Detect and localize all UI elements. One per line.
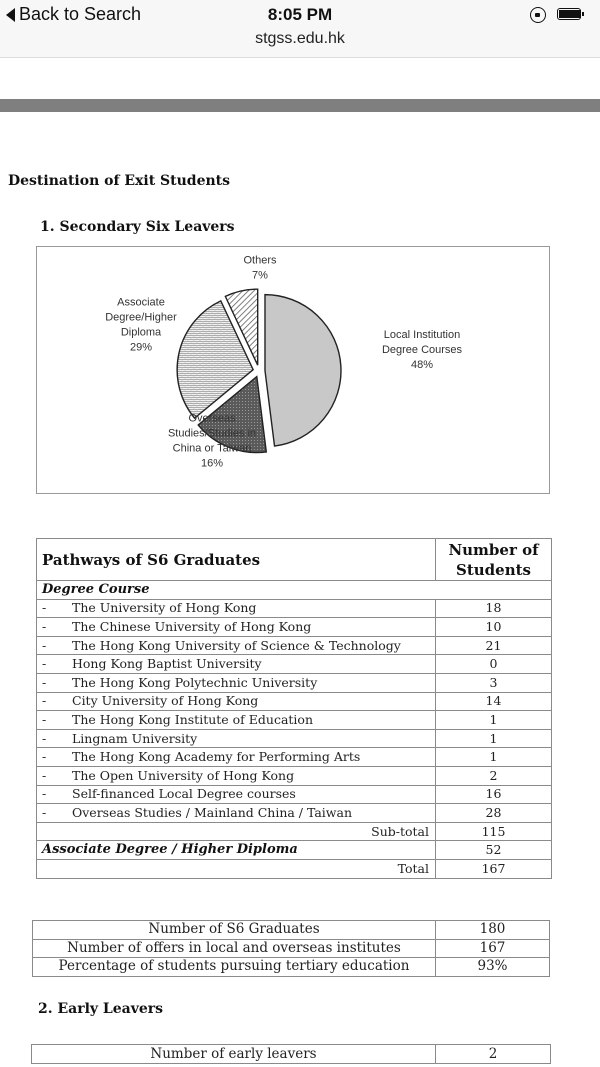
table-row bbox=[37, 692, 552, 711]
pie-label-text: Studies/Studies in bbox=[167, 427, 257, 440]
institution-name: Hong Kong Baptist University bbox=[72, 656, 262, 672]
institution-entry bbox=[42, 693, 435, 709]
institution-name: The Open University of Hong Kong bbox=[72, 767, 295, 783]
table-row bbox=[37, 729, 552, 748]
institution-name: Overseas Studies / Mainland China / Taiwan bbox=[72, 804, 353, 820]
summary-value: 167 bbox=[436, 939, 550, 958]
summary-value: 93% bbox=[436, 958, 550, 977]
back-to-search-label: Back to Search bbox=[19, 4, 142, 24]
rotation-lock-icon bbox=[530, 7, 546, 23]
institution-cell bbox=[37, 673, 436, 692]
institution-name: The Hong Kong Academy for Performing Arts bbox=[72, 749, 361, 765]
institution-cell bbox=[37, 655, 436, 674]
institution-entry bbox=[42, 600, 435, 616]
student-count: 0 bbox=[436, 655, 552, 674]
institution-name: The Hong Kong Institute of Education bbox=[72, 711, 314, 727]
institution-cell bbox=[37, 729, 436, 748]
dash-bullet: - bbox=[42, 618, 47, 634]
institution-cell bbox=[37, 785, 436, 804]
student-count: 28 bbox=[436, 804, 552, 823]
dash-bullet: - bbox=[42, 804, 47, 820]
section-title-early-leavers: 2. Early Leavers bbox=[38, 1001, 164, 1017]
summary-table bbox=[32, 920, 550, 977]
institution-name: Self-financed Local Degree courses bbox=[72, 786, 296, 802]
institution-name: The Hong Kong University of Science & Technology bbox=[72, 637, 401, 653]
institution-cell bbox=[37, 599, 436, 618]
student-count: 3 bbox=[436, 673, 552, 692]
table-row bbox=[37, 785, 552, 804]
page-title: Destination of Exit Students bbox=[8, 173, 231, 189]
student-count: 1 bbox=[436, 748, 552, 767]
dash-bullet: - bbox=[42, 693, 47, 709]
institution-name: Lingnam University bbox=[72, 730, 198, 746]
table-row bbox=[37, 804, 552, 823]
institution-name: The Chinese University of Hong Kong bbox=[72, 618, 312, 634]
pie-label bbox=[382, 329, 463, 371]
subtotal-label: Sub-total bbox=[37, 822, 436, 841]
table-row bbox=[37, 636, 552, 655]
institution-name: The Hong Kong Polytechnic University bbox=[72, 674, 318, 690]
institution-cell bbox=[37, 711, 436, 730]
institution-entry bbox=[42, 675, 435, 691]
dash-bullet: - bbox=[42, 749, 47, 765]
pie-label-text: Local Institution bbox=[383, 329, 461, 341]
address-bar-url[interactable]: stgss.edu.hk bbox=[255, 30, 345, 47]
dash-bullet: - bbox=[42, 711, 47, 727]
early-leavers-row bbox=[32, 1045, 551, 1064]
battery-level bbox=[559, 10, 581, 18]
early-leavers-label: Number of early leavers bbox=[32, 1045, 436, 1064]
dash-bullet: - bbox=[42, 730, 47, 746]
summary-row bbox=[33, 958, 550, 977]
subtotal-row bbox=[37, 822, 552, 841]
total-row bbox=[37, 859, 552, 878]
student-count: 2 bbox=[436, 766, 552, 785]
pathways-table bbox=[36, 538, 552, 879]
browser-status-bar bbox=[0, 0, 600, 58]
institution-entry bbox=[42, 712, 435, 728]
header-line-1: Number of bbox=[448, 540, 539, 559]
dash-bullet: - bbox=[42, 600, 47, 616]
summary-value: 180 bbox=[436, 921, 550, 940]
student-count: 21 bbox=[436, 636, 552, 655]
institution-entry bbox=[42, 656, 435, 672]
summary-row bbox=[33, 939, 550, 958]
summary-label: Percentage of students pursuing tertiary education bbox=[33, 958, 436, 977]
table-row bbox=[37, 618, 552, 637]
pie-label bbox=[105, 297, 177, 354]
pie-chart-svg bbox=[37, 247, 551, 495]
institution-cell bbox=[37, 766, 436, 785]
student-count: 16 bbox=[436, 785, 552, 804]
number-of-students-header bbox=[436, 539, 552, 581]
battery-icon bbox=[557, 8, 581, 20]
early-leavers-table bbox=[31, 1044, 551, 1064]
pie-label-percent: 7% bbox=[252, 269, 268, 282]
table-row bbox=[37, 748, 552, 767]
subtotal-value: 115 bbox=[436, 822, 552, 841]
institution-name: City University of Hong Kong bbox=[72, 693, 259, 709]
student-count: 14 bbox=[436, 692, 552, 711]
pie-label-percent: 48% bbox=[410, 359, 434, 371]
early-leavers-value: 2 bbox=[436, 1045, 551, 1064]
pie-label-text: Diploma bbox=[120, 326, 162, 339]
degree-course-section-label: Degree Course bbox=[37, 581, 552, 600]
pie-label-text: China or Taiwan bbox=[172, 442, 252, 455]
section-title-s6-leavers: 1. Secondary Six Leavers bbox=[40, 219, 235, 235]
institution-name: The University of Hong Kong bbox=[72, 600, 257, 616]
section-row-degree bbox=[37, 581, 552, 600]
institution-cell bbox=[37, 636, 436, 655]
pie-chart bbox=[36, 246, 550, 494]
institution-entry bbox=[42, 619, 435, 635]
associate-degree-label: Associate Degree / Higher Diploma bbox=[37, 841, 436, 860]
total-label: Total bbox=[37, 859, 436, 878]
dash-bullet: - bbox=[42, 767, 47, 783]
pie-label-percent: 29% bbox=[129, 341, 153, 354]
pathways-header-title: Pathways of S6 Graduates bbox=[37, 539, 436, 581]
summary-label: Number of offers in local and overseas institutes bbox=[33, 939, 436, 958]
institution-cell bbox=[37, 804, 436, 823]
dash-bullet: - bbox=[42, 786, 47, 802]
page-header-bar bbox=[0, 99, 600, 112]
table-row bbox=[37, 655, 552, 674]
total-value: 167 bbox=[436, 859, 552, 878]
table-row bbox=[37, 673, 552, 692]
table-row bbox=[37, 766, 552, 785]
pie-label-text: Overseas bbox=[188, 412, 236, 425]
dash-bullet: - bbox=[42, 674, 47, 690]
institution-cell bbox=[37, 748, 436, 767]
student-count: 1 bbox=[436, 711, 552, 730]
institution-entry bbox=[42, 768, 435, 784]
header-line-2: Students bbox=[456, 560, 531, 579]
pie-label-text: Associate bbox=[117, 296, 165, 309]
institution-cell bbox=[37, 618, 436, 637]
dash-bullet: - bbox=[42, 656, 47, 672]
associate-row bbox=[37, 841, 552, 860]
institution-cell bbox=[37, 692, 436, 711]
student-count: 18 bbox=[436, 599, 552, 618]
pie-label-text: Degree Courses bbox=[381, 344, 463, 356]
status-time: 8:05 PM bbox=[267, 5, 333, 24]
associate-degree-value: 52 bbox=[436, 841, 552, 860]
pie-label-text: Degree/Higher bbox=[105, 311, 177, 324]
pie-label-percent: 16% bbox=[200, 457, 224, 470]
institution-entry bbox=[42, 786, 435, 802]
institution-entry bbox=[42, 749, 435, 765]
institution-entry bbox=[42, 805, 435, 821]
summary-row bbox=[33, 921, 550, 940]
dash-bullet: - bbox=[42, 637, 47, 653]
institution-entry bbox=[42, 731, 435, 747]
pie-label-text: Others bbox=[243, 254, 277, 267]
table-row bbox=[37, 599, 552, 618]
table-row bbox=[37, 711, 552, 730]
institution-entry bbox=[42, 638, 435, 654]
table-header-row bbox=[37, 539, 552, 581]
student-count: 10 bbox=[436, 618, 552, 637]
pie-label bbox=[243, 255, 277, 282]
student-count: 1 bbox=[436, 729, 552, 748]
summary-label: Number of S6 Graduates bbox=[33, 921, 436, 940]
pie-slice-local-institution-degree-courses bbox=[265, 295, 341, 446]
